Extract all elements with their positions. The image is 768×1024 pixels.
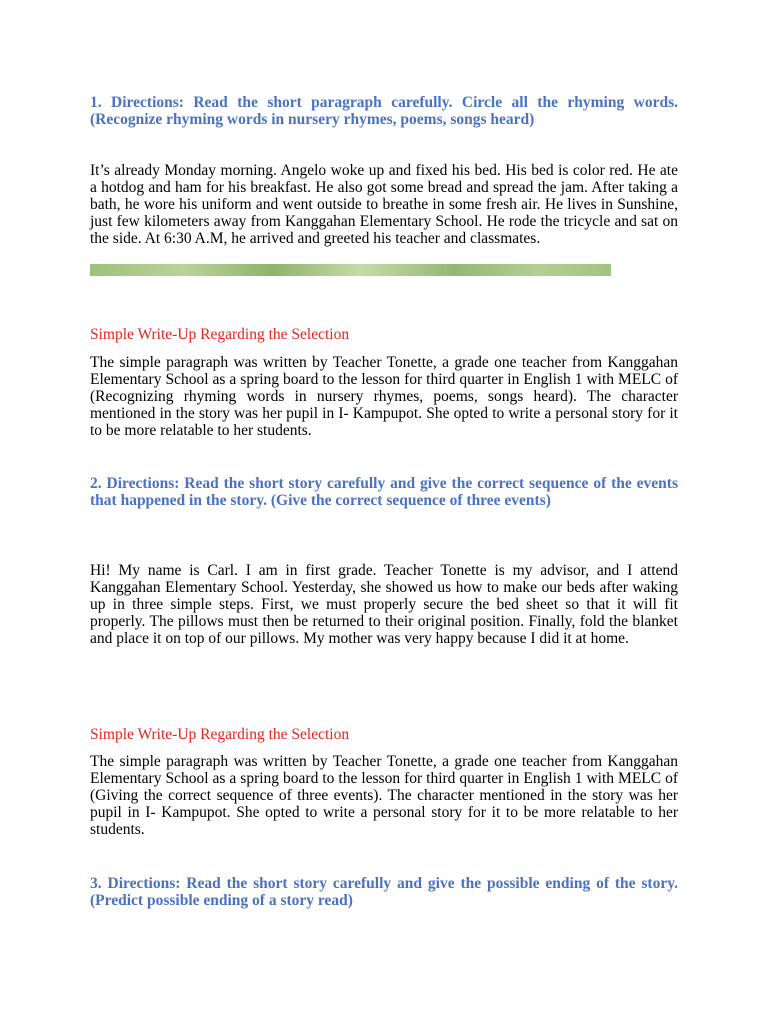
section1-writeup-paragraph: The simple paragraph was written by Teacher Tonette, a grade one teacher from Kanggahan Elementary School as a spring board to the lesson for third quarter in English 1 with MELC of (Recognizing rhyming words in nursery rhymes, poems, songs heard). The character mentioned in the story was her pupil in I- Kampupot. She opted to write a personal story for it to be more relatable to her students. [90,354,678,439]
section1-directions: 1. Directions: Read the short paragraph carefully. Circle all the rhyming words. (Recognize rhyming words in nursery rhymes, poems, songs heard) [90,94,678,128]
section2-story-paragraph: Hi! My name is Carl. I am in first grade. Teacher Tonette is my advisor, and I attend Kanggahan Elementary School. Yesterday, she showed us how to make our beds after waking up in three simple steps. First, we must properly secure the bed sheet so that it will fit properly. The pillows must then be returned to their original position. Finally, fold the blanket and place it on top of our pillows. My mother was very happy because I did it at home. [90,562,678,647]
section3-directions: 3. Directions: Read the short story carefully and give the possible ending of the story. (Predict possible ending of a story read) [90,875,678,909]
section2-directions: 2. Directions: Read the short story carefully and give the correct sequence of the events that happened in the story. (Give the correct sequence of three events) [90,475,678,509]
decorative-image-strip [90,264,611,276]
section1-story-paragraph: It’s already Monday morning. Angelo woke up and fixed his bed. His bed is color red. He ate a hotdog and ham for his breakfast. He also got some bread and spread the jam. After taking a bath, he wore his uniform and went outside to breathe in some fresh air. He lives in Sunshine, just few kilometers away from Kanggahan Elementary School. He rode the tricycle and sat on the side. At 6:30 A.M, he arrived and greeted his teacher and classmates. [90,162,678,247]
section2-writeup-heading: Simple Write-Up Regarding the Selection [90,726,350,743]
section2-writeup-paragraph: The simple paragraph was written by Teacher Tonette, a grade one teacher from Kanggahan Elementary School as a spring board to the lesson for third quarter in English 1 with MELC of (Giving the correct sequence of three events). The character mentioned in the story was her pupil in I- Kampupot. She opted to write a personal story for it to be more relatable to her students. [90,753,678,838]
section1-writeup-heading: Simple Write-Up Regarding the Selection [90,326,350,343]
